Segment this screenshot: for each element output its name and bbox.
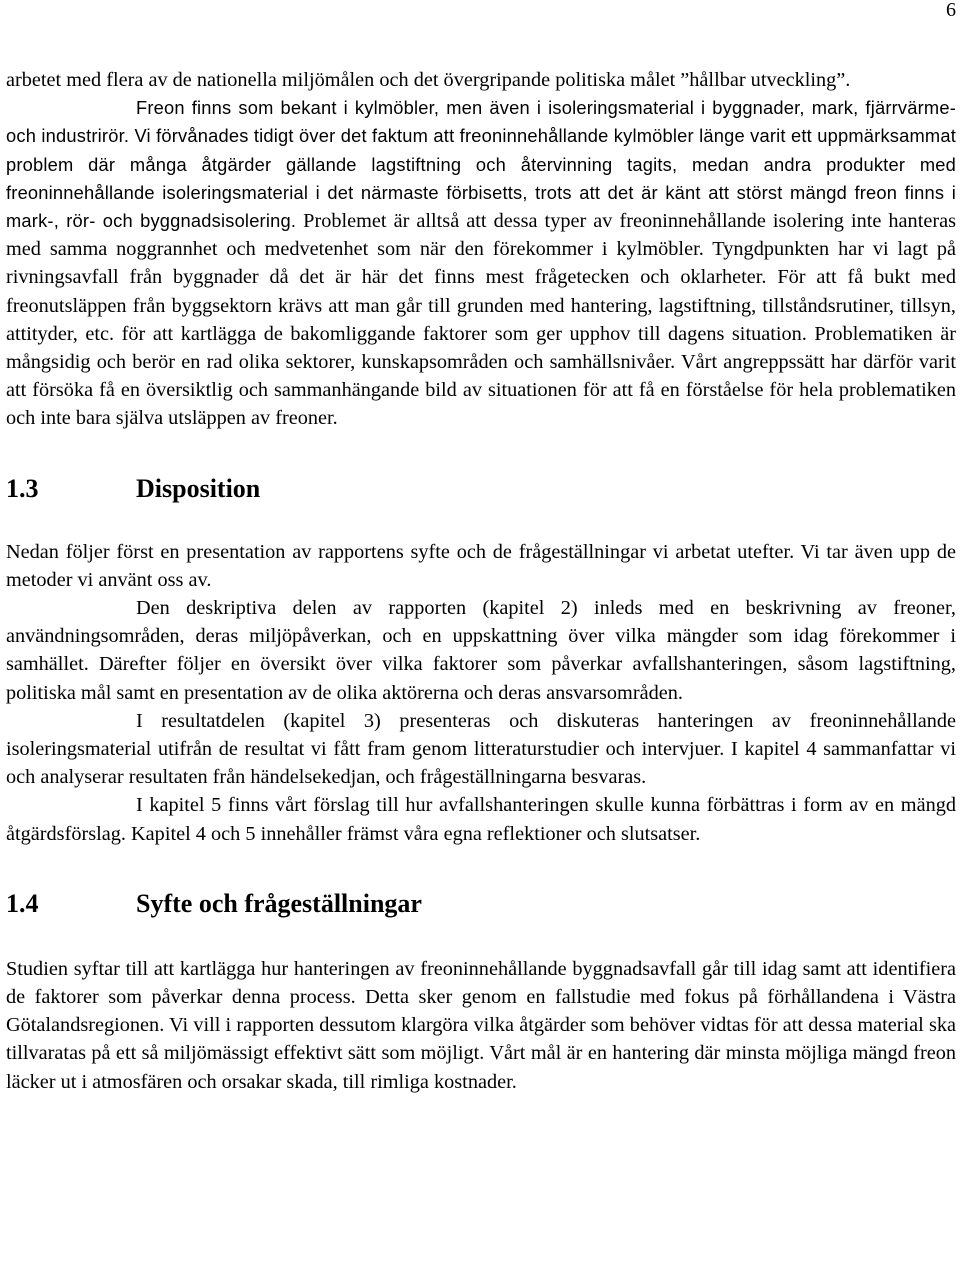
section-number: 1.3	[6, 473, 39, 503]
section-title: Syfte och frågeställningar	[136, 888, 422, 918]
disposition-paragraph-1: Nedan följer först en presentation av rapportens syfte och de frågeställningar vi arbetat utefter. Vi tar även upp de metoder vi använt oss av.	[6, 540, 956, 591]
page-number: 6	[946, 0, 956, 21]
section-heading-1-3	[6, 473, 956, 505]
intro-paragraph-2-serif-text: Problemet är alltså att dessa typer av freoninnehållande isolering inte hanteras med samma noggrannhet och medvetenhet som när den förekommer i kylmöbler. Tyngdpunkten har vi lagt på rivningsavfall från byggnader då det är här det finns mest frågetecken och oklarheter. För att få bukt med freonutsläppen från byggsektorn krävs att man går till grunden med hantering, lagstiftning, tillståndsrutiner, tillsyn, attityder, etc. för att kartlägga de bakomliggande faktorer som ger upphov till dagens situation. Problematiken är mångsidig och berör en rad olika sektorer, kunskapsområden och samhällsnivåer. Vårt angreppssätt har därför varit att försöka få en översiktlig och sammanhängande bild av situationen för att få en förståelse för hela problematiken och inte bara själva utsläppen av freoner.	[6, 210, 956, 430]
intro-paragraph-1: arbetet med flera av de nationella miljömålen och det övergripande politiska målet ”hållbar utveckling”.	[6, 69, 851, 91]
purpose-paragraph-1: Studien syftar till att kartlägga hur hanteringen av freoninnehållande byggnadsavfall går till idag samt att identifiera de faktorer som påverkar denna process. Detta sker genom en fallstudie med fokus på förhållandena i Västra Götalandsregionen. Vi vill i rapporten dessutom klargöra vilka åtgärder som behöver vidtas för att dessa material ska tillvaratas på ett så miljömässigt effektivt sätt som möjligt. Vårt mål är en hantering där minsta möjliga mängd freon läcker ut i atmosfären och orsakar skada, till rimliga kostnader.	[6, 957, 956, 1093]
section-heading-1-4	[6, 888, 956, 920]
disposition-paragraph-3: I resultatdelen (kapitel 3) presenteras och diskuteras hanteringen av freoninnehållande isoleringsmaterial utifrån de resultat vi fått fram genom litteraturstudier och intervjuer. I kapitel 4 sammanfattar vi och analyserar resultaten från händelsekedjan, och frågeställningarna besvaras.	[6, 709, 956, 789]
section-number: 1.4	[6, 888, 39, 918]
document-body	[6, 66, 956, 1096]
disposition-paragraph-4: I kapitel 5 finns vårt förslag till hur avfallshanteringen skulle kunna förbättras i form av en mängd åtgärdsförslag. Kapitel 4 och 5 innehåller främst våra egna reflektioner och slutsatser.	[6, 794, 956, 845]
intro-paragraph-2	[6, 94, 956, 432]
section-title: Disposition	[136, 473, 261, 503]
disposition-paragraph-2: Den deskriptiva delen av rapporten (kapitel 2) inleds med en beskrivning av freoner, användningsområden, deras miljöpåverkan, och en uppskattning över vilka mängder som idag förekommer i samhället. Därefter följer en översikt över vilka faktorer som påverkar avfallshanteringen, såsom lagstiftning, politiska mål samt en presentation av de olika aktörerna och deras ansvarsområden.	[6, 597, 956, 704]
intro-paragraph-2-sans-text: Freon finns som bekant i kylmöbler, men även i isoleringsmaterial i byggnader, mark, fjärrvärme- och industrirör. Vi förvånades tidigt över det faktum att freoninnehållande kylmöbler länge varit ett uppmärksammat problem där många åtgärder gällande lagstiftning och återvinning tagits, medan andra produkter med freoninnehållande isoleringsmaterial i det närmaste förbisetts, trots att det är känt att störst mängd freon finns i mark-, rör- och byggnadsisolering.	[6, 97, 956, 232]
